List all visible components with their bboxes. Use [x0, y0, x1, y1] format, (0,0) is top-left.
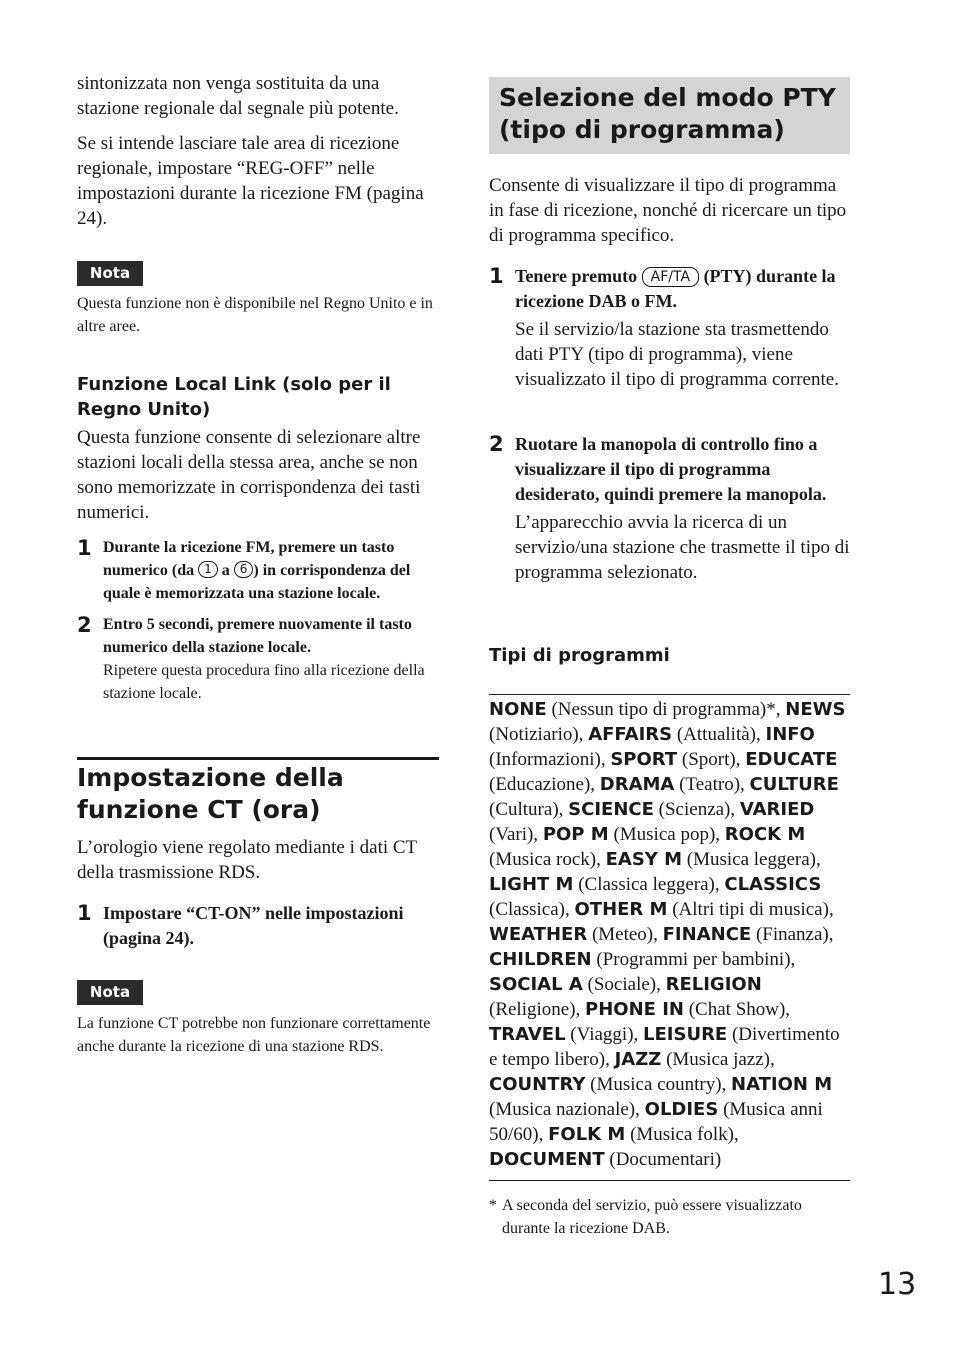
program-type-description: (Teatro),	[674, 774, 750, 795]
intro-paragraph-2: Se si intende lasciare tale area di ricezione regionale, impostare “REG-OFF” nelle impostazioni durante la ricezione FM (pagina 24).	[77, 133, 424, 229]
step-title: Entro 5 secondi, premere nuovamente il tasto numerico della stazione locale.	[103, 616, 412, 656]
program-type-description: (Nessun tipo di programma)*,	[546, 699, 786, 720]
program-type-code: PHONE IN	[585, 999, 684, 1020]
program-type-description: (Musica leggera),	[682, 849, 821, 870]
pty-description: Consente di visualizzare il tipo di programma in fase di ricezione, nonché di ricercare un tipo di programma specifico.	[489, 175, 847, 246]
step-description: Se il servizio/la stazione sta trasmettendo dati PTY (tipo di programma), viene visualizzato il tipo di programma corrente.	[515, 319, 839, 390]
program-type-description: (Vari),	[489, 824, 543, 845]
page-number: 13	[878, 1267, 917, 1302]
program-types-list	[489, 697, 850, 1172]
program-type-description: (Finanza),	[751, 924, 834, 945]
program-type-description: (Musica jazz),	[661, 1049, 775, 1070]
footnote	[489, 1194, 850, 1240]
types-bottom-rule	[489, 1180, 850, 1181]
program-type-code: DOCUMENT	[489, 1149, 605, 1170]
types-top-rule	[489, 694, 850, 695]
program-type-code: AFFAIRS	[588, 724, 673, 745]
program-type-code: EDUCATE	[745, 749, 838, 770]
local-link-step-2	[77, 613, 439, 705]
program-type-description: (Cultura),	[489, 799, 569, 820]
af-ta-button-icon: AF/TA	[642, 267, 699, 287]
program-type-description: (Meteo),	[587, 924, 663, 945]
program-type-code: SOCIAL A	[489, 974, 583, 995]
program-type-code: NONE	[489, 699, 547, 720]
nota-text: La funzione CT potrebbe non funzionare correttamente anche durante la ricezione di una stazione RDS.	[77, 1015, 431, 1055]
program-type-code: EASY M	[605, 849, 683, 870]
program-type-code: FOLK M	[548, 1124, 626, 1145]
program-type-description: (Divertimento e tempo libero),	[489, 1024, 840, 1070]
program-type-code: SCIENCE	[568, 799, 654, 820]
local-link-title: Funzione Local Link (solo per il Regno Unito)	[77, 374, 391, 420]
pty-step-2	[489, 432, 850, 585]
program-type-code: TRAVEL	[489, 1024, 566, 1045]
program-type-description: (Altri tipi di musica),	[667, 899, 834, 920]
step-title: Ruotare la manopola di controllo fino a visualizzare il tipo di programma desiderato, quindi premere la manopola.	[515, 434, 827, 504]
program-type-code: INFO	[765, 724, 815, 745]
pty-step-1	[489, 264, 850, 392]
program-type-description: (Programmi per bambini),	[591, 949, 796, 970]
program-type-code: JAZZ	[614, 1049, 662, 1070]
program-type-code: FINANCE	[662, 924, 752, 945]
step-number: 2	[489, 432, 504, 456]
program-type-description: (Classica),	[489, 899, 575, 920]
step-text: Impostare “CT-ON” nelle impostazioni (pagina 24).	[103, 903, 404, 948]
program-type-description: (Scienza),	[653, 799, 740, 820]
program-type-description: (Religione),	[489, 999, 586, 1020]
step-number: 2	[77, 613, 92, 637]
step-title: Tenere premuto AF/TA (PTY) durante la ricezione DAB o FM.	[515, 266, 836, 311]
program-type-code: ROCK M	[724, 824, 806, 845]
nota-label: Nota	[77, 261, 143, 286]
program-type-code: OLDIES	[644, 1099, 719, 1120]
step-description: Ripetere questa procedura fino alla ricezione della stazione locale.	[103, 662, 425, 702]
program-type-description: (Sport),	[677, 749, 746, 770]
program-type-description: (Musica folk),	[625, 1124, 739, 1145]
step-number: 1	[77, 536, 92, 560]
program-type-description: (Attualità),	[672, 724, 766, 745]
program-type-description: (Educazione),	[489, 774, 600, 795]
program-type-code: CLASSICS	[724, 874, 822, 895]
program-type-description: (Viaggi),	[565, 1024, 644, 1045]
program-type-code: CHILDREN	[489, 949, 592, 970]
footnote-text: A seconda del servizio, può essere visualizzato durante la ricezione DAB.	[502, 1197, 802, 1237]
program-type-code: VARIED	[739, 799, 815, 820]
program-type-description: (Musica nazionale),	[489, 1099, 645, 1120]
program-type-description: (Documentari)	[604, 1149, 722, 1170]
intro-paragraph-1: sintonizzata non venga sostituita da una stazione regionale dal segnale più potente.	[77, 73, 399, 119]
program-type-code: SPORT	[610, 749, 678, 770]
section-divider	[77, 757, 439, 760]
step-text: Durante la ricezione FM, premere un tasto numerico (da 1 a 6 ) in corrispondenza del quale è memorizzata una stazione locale.	[103, 539, 411, 602]
program-type-code: LEISURE	[643, 1024, 728, 1045]
local-link-step-1	[77, 536, 439, 605]
program-type-description: (Musica rock),	[489, 849, 606, 870]
program-types-title: Tipi di programmi	[489, 645, 670, 666]
program-type-description: (Classica leggera),	[573, 874, 725, 895]
program-type-description: (Chat Show),	[683, 999, 791, 1020]
program-type-code: COUNTRY	[489, 1074, 586, 1095]
program-type-description: (Notiziario),	[489, 724, 589, 745]
ct-step-1	[77, 901, 439, 951]
step-number: 1	[77, 901, 92, 925]
pty-section-header	[489, 77, 850, 154]
program-type-code: POP M	[542, 824, 609, 845]
program-type-code: CULTURE	[749, 774, 839, 795]
program-type-description: (Musica anni 50/60),	[489, 1099, 823, 1145]
nota-text: Questa funzione non è disponibile nel Regno Unito e in altre aree.	[77, 295, 433, 335]
step-number: 1	[489, 264, 504, 288]
ct-section-title: Impostazione della funzione CT (ora)	[77, 763, 344, 824]
footnote-mark: *	[489, 1197, 497, 1214]
nota-label: Nota	[77, 980, 143, 1005]
program-type-code: WEATHER	[489, 924, 588, 945]
key-1-icon: 1	[198, 561, 218, 578]
program-type-code: OTHER M	[574, 899, 668, 920]
step-description: L’apparecchio avvia la ricerca di un servizio/una stazione che trasmette il tipo di programma selezionato.	[515, 512, 850, 583]
key-6-icon: 6	[234, 561, 254, 578]
program-type-description: (Musica country),	[585, 1074, 732, 1095]
ct-description: L’orologio viene regolato mediante i dati CT della trasmissione RDS.	[77, 837, 417, 883]
program-type-description: (Informazioni),	[489, 749, 611, 770]
pty-section-title: Selezione del modo PTY (tipo di programma)	[499, 83, 836, 144]
local-link-description: Questa funzione consente di selezionare altre stazioni locali della stessa area, anche se non sono memorizzate in corrispondenza dei tasti numerici.	[77, 427, 421, 523]
program-type-description: (Musica pop),	[608, 824, 725, 845]
program-type-description: (Sociale),	[582, 974, 666, 995]
program-type-code: LIGHT M	[489, 874, 574, 895]
program-type-code: DRAMA	[599, 774, 675, 795]
program-type-code: NEWS	[785, 699, 846, 720]
program-type-code: RELIGION	[665, 974, 762, 995]
program-type-code: NATION M	[731, 1074, 833, 1095]
